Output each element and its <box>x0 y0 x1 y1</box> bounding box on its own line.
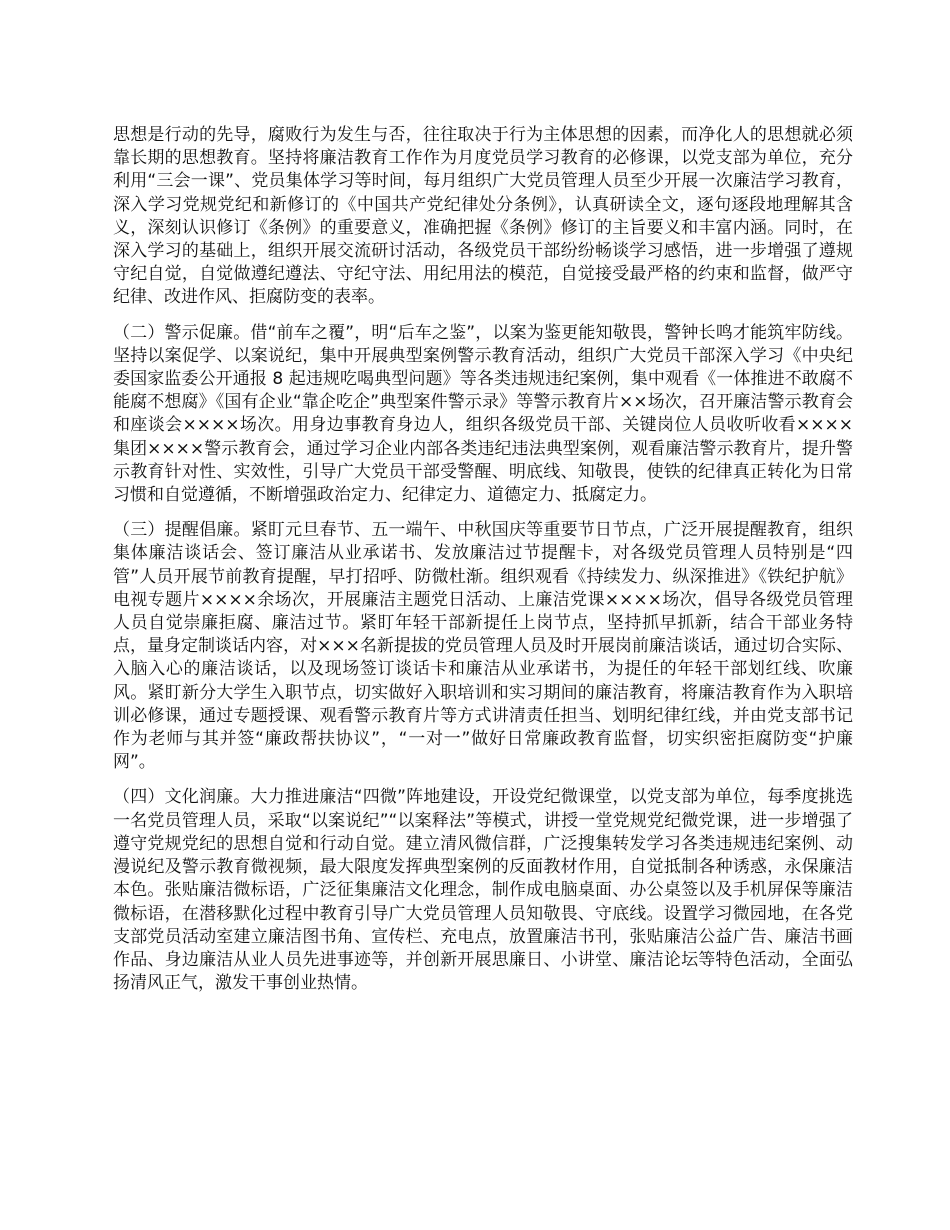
document-body <box>113 124 853 1007</box>
paragraph-warning-education: （二）警示促廉。借“前车之覆”，明“后车之鉴”，以案为鉴更能知敬畏，警钟长鸣才能筑牢防线。坚持以案促学、以案说纪，集中开展典型案例警示教育活动，组织广大党员干部深入学习《中央纪委国家监委公开通报 8 起违规吃喝典型问题》等各类违规违纪案例，集中观看《一体推进不敢腐不能腐不想腐》《国有企业“靠企吃企”典型案件警示录》等警示教育片××场次，召开廉洁警示教育会和座谈会××××场次。用身边事教育身边人，组织各级党员干部、关键岗位人员收听收看××××集团××××警示教育会，通过学习企业内部各类违纪违法典型案例，观看廉洁警示教育片，提升警示教育针对性、实效性，引导广大党员干部受警醒、明底线、知敬畏，使铁的纪律真正转化为日常习惯和自觉遵循，不断增强政治定力、纪律定力、道德定力、抵腐定力。 <box>113 322 853 506</box>
paragraph-culture-education: （四）文化润廉。大力推进廉洁“四微”阵地建设，开设党纪微课堂，以党支部为单位，每季度挑选一名党员管理人员，采取“以案说纪”“以案释法”等模式，讲授一堂党规党纪微党课，进一步增强了遵守党规党纪的思想自觉和行动自觉。建立清风微信群，广泛搜集转发学习各类违规违纪案例、动漫说纪及警示教育微视频，最大限度发挥典型案例的反面教材作用，自觉抵制各种诱惑，永保廉洁本色。张贴廉洁微标语，广泛征集廉洁文化理念，制作成电脑桌面、办公桌签以及手机屏保等廉洁微标语，在潜移默化过程中教育引导广大党员管理人员知敬畏、守底线。设置学习微园地，在各党支部党员活动室建立廉洁图书角、宣传栏、充电点，放置廉洁书刊，张贴廉洁公益广告、廉洁书画作品、身边廉洁从业人员先进事迹等，并创新开展思廉日、小讲堂、廉洁论坛等特色活动，全面弘扬清风正气，激发干事创业热情。 <box>113 787 853 994</box>
paragraph-reminder-education: （三）提醒倡廉。紧盯元旦春节、五一端午、中秋国庆等重要节日节点，广泛开展提醒教育，组织集体廉洁谈话会、签订廉洁从业承诺书、发放廉洁过节提醒卡，对各级党员管理人员特别是“四管”人员开展节前教育提醒，早打招呼、防微杜渐。组织观看《持续发力、纵深推进》《铁纪护航》电视专题片××××余场次，开展廉洁主题党日活动、上廉洁党课××××场次，倡导各级党员管理人员自觉崇廉拒腐、廉洁过节。紧盯年轻干部新提任上岗节点，坚持抓早抓新，结合干部业务特点，量身定制谈话内容，对×××名新提拔的党员管理人员及时开展岗前廉洁谈话，通过切合实际、入脑入心的廉洁谈话，以及现场签订谈话卡和廉洁从业承诺书，为提任的年轻干部划红线、吹廉风。紧盯新分大学生入职节点，切实做好入职培训和实习期间的廉洁教育，将廉洁教育作为入职培训必修课，通过专题授课、观看警示教育片等方式讲清责任担当、划明纪律红线，并由党支部书记作为老师与其并签“廉政帮扶协议”，“一对一”做好日常廉政教育监督，切实织密拒腐防变“护廉网”。 <box>113 520 853 773</box>
paragraph-thought-education: 思想是行动的先导，腐败行为发生与否，往往取决于行为主体思想的因素，而净化人的思想就必须靠长期的思想教育。坚持将廉洁教育工作作为月度党员学习教育的必修课，以党支部为单位，充分利用“三会一课”、党员集体学习等时间，每月组织广大党员管理人员至少开展一次廉洁学习教育，深入学习党规党纪和新修订的《中国共产党纪律处分条例》，认真研读全文，逐句逐段地理解其含义，深刻认识修订《条例》的重要意义，准确把握《条例》修订的主旨要义和丰富内涵。同时，在深入学习的基础上，组织开展交流研讨活动，各级党员干部纷纷畅谈学习感悟，进一步增强了遵规守纪自觉，自觉做遵纪遵法、守纪守法、用纪用法的模范，自觉接受最严格的约束和监督，做严守纪律、改进作风、拒腐防变的表率。 <box>113 125 853 308</box>
